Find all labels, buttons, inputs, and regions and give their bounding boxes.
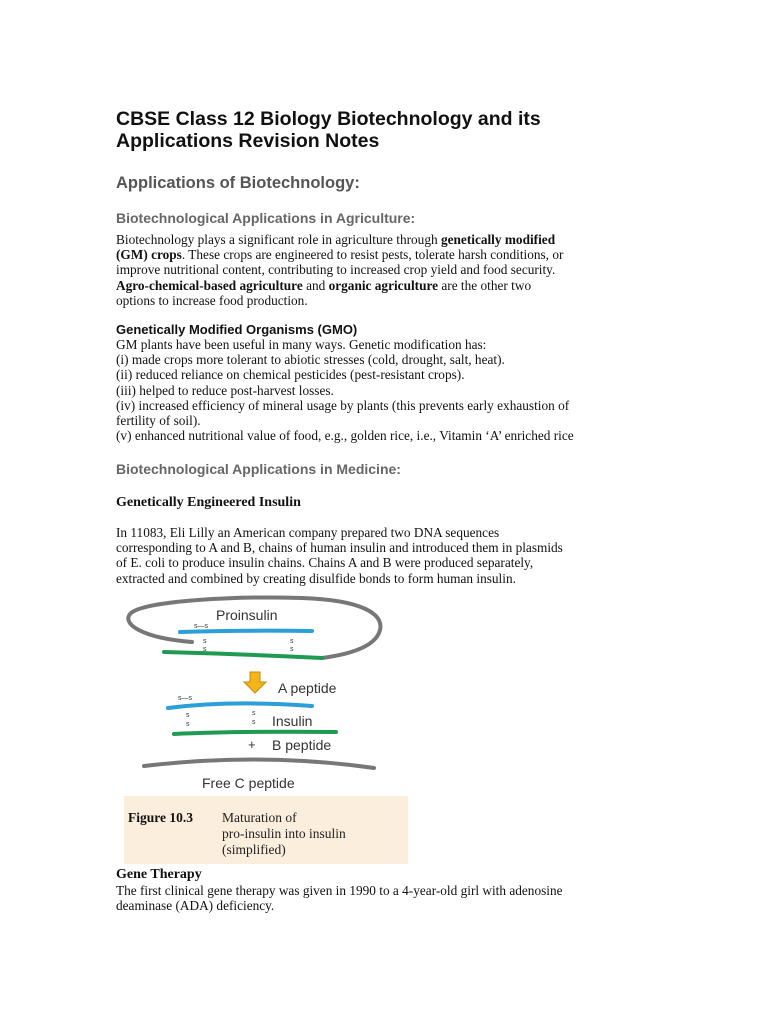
disulfide-s-7: s bbox=[252, 710, 256, 717]
a-chain-mature bbox=[168, 703, 312, 708]
plus-sign: + bbox=[248, 737, 256, 752]
free-c-peptide-arc bbox=[144, 759, 374, 768]
gmo-paragraph: GM plants have been useful in many ways. Genetic modification has: (i) made crops more tolerant to abiotic stresses (cold, drought, salt, heat). (ii) reduced reliance on chemical pesticides (pest-resistant crops). (iii) helped to reduce post-harvest losses. (iv) increased efficiency of mineral usage by plants (this prevents early exhaustion of fertility of soil). (v) enhanced nutritional value of food, e.g., golden rice, i.e., Vitamin ‘A’ enriched rice bbox=[116, 337, 574, 444]
disulfide-s-5: s bbox=[186, 712, 190, 719]
heading-medicine: Biotechnological Applications in Medicine: bbox=[116, 461, 401, 477]
disulfide-s-6: s bbox=[186, 721, 190, 728]
heading-gmo: Genetically Modified Organisms (GMO) bbox=[116, 322, 358, 337]
disulfide-s-8: s bbox=[252, 719, 256, 726]
a-peptide-label: A peptide bbox=[278, 680, 337, 696]
agriculture-paragraph: Biotechnology plays a significant role in agriculture through genetically modified (GM) crops. These crops are engineered to resist pests, tolerate harsh conditions, or improve nutritional content, contributing to increased crop yield and food security. Agro-chemical-based agriculture and organic agriculture are the other two options to increase food production. bbox=[116, 232, 564, 308]
free-c-peptide-label: Free C peptide bbox=[202, 775, 295, 791]
figure-number: Figure 10.3 bbox=[128, 810, 193, 825]
b-chain-mature bbox=[174, 732, 336, 734]
insulin-maturation-figure bbox=[122, 594, 412, 866]
heading-agriculture: Biotechnological Applications in Agriculture: bbox=[116, 210, 416, 226]
disulfide-s-1: s bbox=[203, 638, 207, 645]
b-peptide-label: B peptide bbox=[272, 737, 332, 753]
a-chain-proinsulin bbox=[180, 631, 312, 632]
figure-caption bbox=[124, 796, 408, 864]
disulfide-s-2: s bbox=[203, 646, 207, 653]
insulin-label: Insulin bbox=[272, 713, 313, 729]
disulfide-s-4: s bbox=[290, 646, 294, 653]
proinsulin-label: Proinsulin bbox=[216, 607, 278, 623]
disulfide-s-3: s bbox=[290, 638, 294, 645]
insulin-paragraph: In 11083, Eli Lilly an American company prepared two DNA sequences corresponding to A and B, chains of human insulin and introduced them in plasmids of E. coli to produce insulin chains. Chains A and B were produced separately, extracted and combined by creating disulfide bonds to form human insulin. bbox=[116, 525, 563, 586]
gene-therapy-paragraph: The first clinical gene therapy was given in 1990 to a 4-year-old girl with adenosine deaminase (ADA) deficiency. bbox=[116, 883, 563, 914]
section-heading-applications: Applications of Biotechnology: bbox=[116, 174, 360, 192]
title-line-1: CBSE Class 12 Biology Biotechnology and its bbox=[116, 108, 541, 130]
down-arrow-icon bbox=[244, 672, 266, 693]
figure-caption-text: Maturation of pro-insulin into insulin (simplified) bbox=[222, 810, 346, 857]
insulin-diagram bbox=[122, 594, 412, 794]
heading-gene-therapy: Gene Therapy bbox=[116, 867, 202, 882]
disulfide-label-1: s—s bbox=[194, 623, 208, 630]
heading-insulin: Genetically Engineered Insulin bbox=[116, 495, 301, 510]
page-title bbox=[116, 108, 656, 152]
disulfide-label-2: s—s bbox=[178, 695, 192, 702]
title-line-2: Applications Revision Notes bbox=[116, 130, 380, 152]
b-chain-proinsulin bbox=[164, 652, 322, 658]
